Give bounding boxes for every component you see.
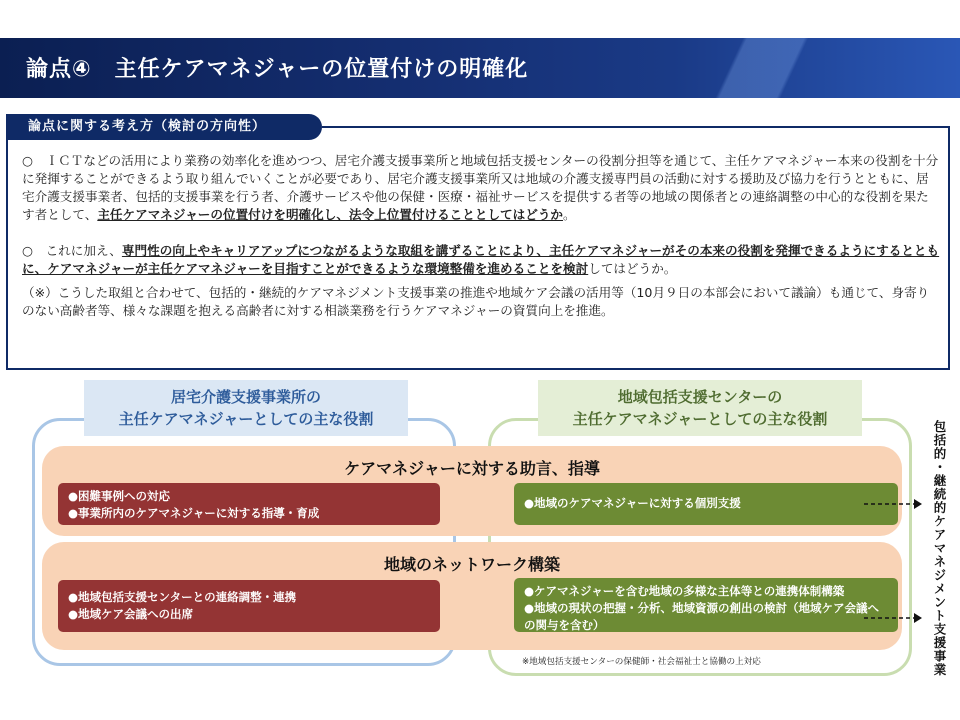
para2-emphasis: 専門性の向上やキャリアアップにつながるような取組を講ずることにより、主任ケアマネジャーがその本来の役割を発揮できるようにするとともに、ケアマネジャーが主任ケアマネジャーを目指すことができるような環境整備を進めることを検討: [22, 243, 940, 276]
header-decoration: [580, 38, 960, 98]
right-advice-box: [514, 483, 898, 525]
left-header-line2: 主任ケアマネジャーとしての主な役割: [118, 410, 374, 428]
vertical-label: 包括的・継続的ケアマネジメント支援事業: [932, 420, 947, 677]
para2-end: してはどうか。: [588, 261, 677, 276]
list-item: ●ケアマネジャーを含む地域の多様な主体等との連携体制構築: [524, 584, 845, 598]
right-header-line1: 地域包括支援センターの: [617, 388, 783, 406]
para2-text: ○ これに加え、: [22, 243, 122, 258]
left-header-line1: 居宅介護支援事業所の: [170, 388, 321, 406]
diagram-footnote: ※地域包括支援センターの保健師・社会福祉士と協働の上対応: [522, 657, 761, 667]
discussion-note: （※）こうした取組と合わせて、包括的・継続的ケアマネジメント支援事業の推進や地域ケア会議の活用等（10月９日の本部会において議論）も通じて、身寄りのない高齢者等、様々な課題を抱える高齢者に対する相談業務を行うケアマネジャーの資質向上を推進。: [22, 285, 930, 318]
left-network-box: [58, 580, 440, 632]
para1-text: ○ ＩＣＴなどの活用により業務の効率化を進めつつ、居宅介護支援事業所と地域包括支援センターの役割分担等を通じて、主任ケアマネジャー本来の役割を十分に発揮することができるよう取り組んでいくことが必要であり、居宅介護支援事業所又は地域の介護支援専門員の活動に対する援助及び協力を行うとともに、居宅介護支援事業者、包括的支援事業を行う者、介護サービスや他の保健・医療・福祉サービスを提供する者等の地域の関係者との連絡調整の中心的な役割を果たす者として、: [22, 153, 939, 222]
slide-header: [0, 38, 960, 98]
discussion-top-line: [322, 126, 950, 128]
para1-emphasis: 主任ケアマネジャーの位置付けを明確化し、法令上位置付けることとしてはどうか: [97, 207, 564, 222]
discussion-tab: 論点に関する考え方（検討の方向性）: [6, 114, 322, 140]
discussion-text: [22, 152, 940, 320]
discussion-paragraph-1: [22, 152, 940, 224]
arrow-advice-icon: [862, 496, 924, 512]
list-item: ●困難事例への対応: [68, 489, 171, 503]
right-column-header: [538, 380, 862, 436]
arrow-network-icon: [862, 610, 924, 626]
band-advice-title: ケアマネジャーに対する助言、指導: [344, 459, 600, 478]
para1-end: 。: [563, 207, 576, 222]
left-advice-box: [58, 483, 440, 525]
list-item: ●地域ケア会議への出席: [68, 607, 194, 621]
list-item: ●事業所内のケアマネジャーに対する指導・育成: [68, 506, 320, 520]
right-network-box: [514, 578, 898, 632]
list-item: ●地域のケアマネジャーに対する個別支援: [524, 496, 741, 510]
left-column-header: [84, 380, 408, 436]
list-item: ●地域の現状の把握・分析、地域資源の創出の検討（地域ケア会議への関与を含む）: [524, 601, 880, 632]
slide-title: 論点④ 主任ケアマネジャーの位置付けの明確化: [26, 57, 529, 82]
band-network-title: 地域のネットワーク構築: [383, 555, 560, 574]
list-item: ●地域包括支援センターとの連絡調整・連携: [68, 590, 297, 604]
discussion-paragraph-2: [22, 242, 940, 278]
right-header-line2: 主任ケアマネジャーとしての主な役割: [572, 410, 828, 428]
